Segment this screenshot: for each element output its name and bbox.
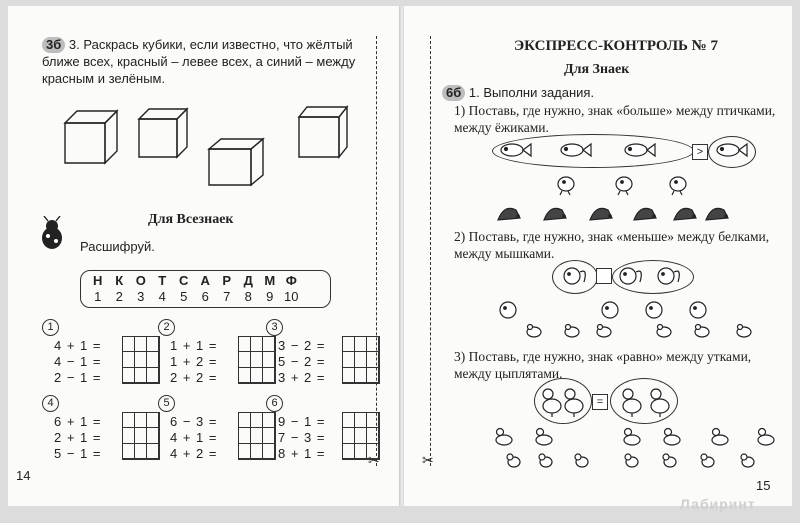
task-badge: 3б [42,37,65,53]
equation: 7 − 3 = [278,429,326,445]
cipher-number: 1 [94,289,102,304]
equation: 8 + 1 = [278,445,326,461]
page-number: 14 [16,468,31,483]
mouse-icon [657,325,671,338]
equation: 3 + 2 = [278,369,326,385]
question-2: 2) Поставь, где нужно, знак «меньше» между белками, между мышками. [454,229,770,261]
duck-icon [758,429,774,446]
scissors-icon: ✂ [422,452,434,468]
task-text: 3. Раскрась кубики, если известно, что жёлтый ближе всех, красный – левее всех, а синий – между красным и зелёным. [42,37,356,86]
cipher-table [80,270,331,308]
duck-icon [651,389,669,417]
cipher-number: 6 [201,289,209,304]
cipher-letter: О [135,273,146,288]
mouse-icon [527,325,541,338]
chick-row [504,452,764,470]
exercise-6 [266,394,344,461]
exercise-3 [266,318,344,385]
comparison-sign-box[interactable]: = [592,394,608,410]
duck-row [492,426,782,448]
fish-icon [625,144,655,156]
task-intro [442,84,594,101]
equation: 3 − 2 = [278,337,326,353]
squirrel-icon [602,302,618,318]
cipher-letter: Ф [285,273,297,288]
page-subtitle: Для Знаек [564,62,630,77]
chick-icon [539,454,552,467]
hedgehog-icon [674,208,696,220]
equation: 4 + 1 = [54,337,102,353]
cipher-number: 3 [137,289,145,304]
chick-icon [741,454,754,467]
ladybug-icon [38,216,66,252]
mouse-icon [695,325,709,338]
cut-line [376,36,377,466]
cipher-number: 9 [266,289,274,304]
exercise-number: 2 [158,319,175,336]
exercise-4 [42,394,120,461]
fish-icon [561,144,591,156]
squirrel-row [494,296,714,322]
exercise-number: 5 [158,395,175,412]
hedgehog-row [494,202,734,224]
duck-icon [536,429,552,446]
cipher-letter: К [115,273,124,288]
cipher-number: 4 [158,289,166,304]
task-intro-text: 1. Выполни задания. [468,85,595,100]
page-title: ЭКСПРЕСС-КОНТРОЛЬ № 7 [514,38,719,54]
equation: 5 − 2 = [278,353,326,369]
mouse-row [524,322,764,340]
mouse-icon [737,325,751,338]
cipher-number: 10 [284,289,299,304]
cipher-number: 7 [223,289,231,304]
answer-grid[interactable] [122,336,160,384]
cipher-letter: А [200,273,210,288]
hedgehog-icon [634,208,656,220]
bird-icon [670,177,686,195]
hedgehog-icon [590,208,612,220]
decode-instruction: Расшифруй. [80,239,155,254]
exercise-1 [42,318,120,385]
task-badge: 6б [442,85,465,101]
duck-icon [664,429,680,446]
answer-grid[interactable] [122,412,160,460]
answer-grid[interactable] [342,336,380,384]
cube-icon [65,111,117,163]
left-page [8,6,400,506]
duck-icon [496,429,512,446]
cut-line [430,36,431,466]
page-number: 15 [756,478,771,493]
duck-icon [623,389,641,417]
bird-icon [558,177,574,195]
equation: 2 + 2 = [170,369,218,385]
question-3: 3) Поставь, где нужно, знак «равно» между утками, между цыплятами. [454,349,752,381]
squirrel-icon [500,302,516,318]
answer-grid[interactable] [342,412,380,460]
chick-icon [625,454,638,467]
equation: 9 − 1 = [278,413,326,429]
section-title: Для Всезнаек [148,212,234,227]
equation: 4 + 2 = [170,445,218,461]
cipher-letter: Н [93,273,103,288]
exercise-number: 1 [42,319,59,336]
exercise-2 [158,318,236,385]
cipher-letter: С [179,273,189,288]
duck-icon [565,389,583,417]
duck-icon [624,429,640,446]
mouse-icon [597,325,611,338]
hedgehog-icon [706,208,728,220]
chick-icon [701,454,714,467]
equation: 5 − 1 = [54,445,102,461]
duck-icon [712,429,728,446]
scissors-icon: ✂ [368,452,380,468]
equation: 1 + 2 = [170,353,218,369]
cube-icon [299,107,347,157]
bird-row [554,170,694,196]
comparison-sign-box[interactable]: > [692,144,708,160]
cipher-letter: Р [222,273,232,288]
cube-task [42,36,382,87]
chick-icon [507,454,520,467]
mouse-icon [565,325,579,338]
cipher-letter: Д [243,273,253,288]
chick-icon [663,454,676,467]
cube-icon [209,139,263,185]
chick-icon [575,454,588,467]
fish-row [496,138,756,162]
duck-icon [543,389,561,417]
equation: 6 − 3 = [170,413,218,429]
squirrel-group-row [558,264,692,288]
cipher-number: 2 [115,289,123,304]
cubes-illustration [53,101,353,191]
squirrel-icon [620,268,641,284]
hedgehog-icon [498,208,520,220]
equation: 4 + 1 = [170,429,218,445]
squirrel-icon [646,302,662,318]
squirrel-icon [690,302,706,318]
fish-icon [501,144,531,156]
cipher-letter: Т [158,273,167,288]
duck-group-row [538,384,678,418]
hedgehog-icon [544,208,566,220]
bird-icon [616,177,632,195]
squirrel-icon [658,268,679,284]
watermark: Лабиринт [680,496,756,512]
question-1: 1) Поставь, где нужно, знак «больше» между птичками, между ёжиками. [454,103,776,135]
squirrel-icon [564,268,585,284]
cipher-number: 5 [180,289,188,304]
equation: 1 + 1 = [170,337,218,353]
cipher-letter: М [264,273,276,288]
equation: 2 − 1 = [54,369,102,385]
right-page [404,6,792,512]
exercise-number: 6 [266,395,283,412]
cube-icon [139,109,187,157]
equation: 2 + 1 = [54,429,102,445]
exercise-number: 4 [42,395,59,412]
cipher-number: 8 [244,289,252,304]
exercise-number: 3 [266,319,283,336]
equation: 6 + 1 = [54,413,102,429]
exercise-5 [158,394,236,461]
fish-icon [717,144,747,156]
equation: 4 − 1 = [54,353,102,369]
